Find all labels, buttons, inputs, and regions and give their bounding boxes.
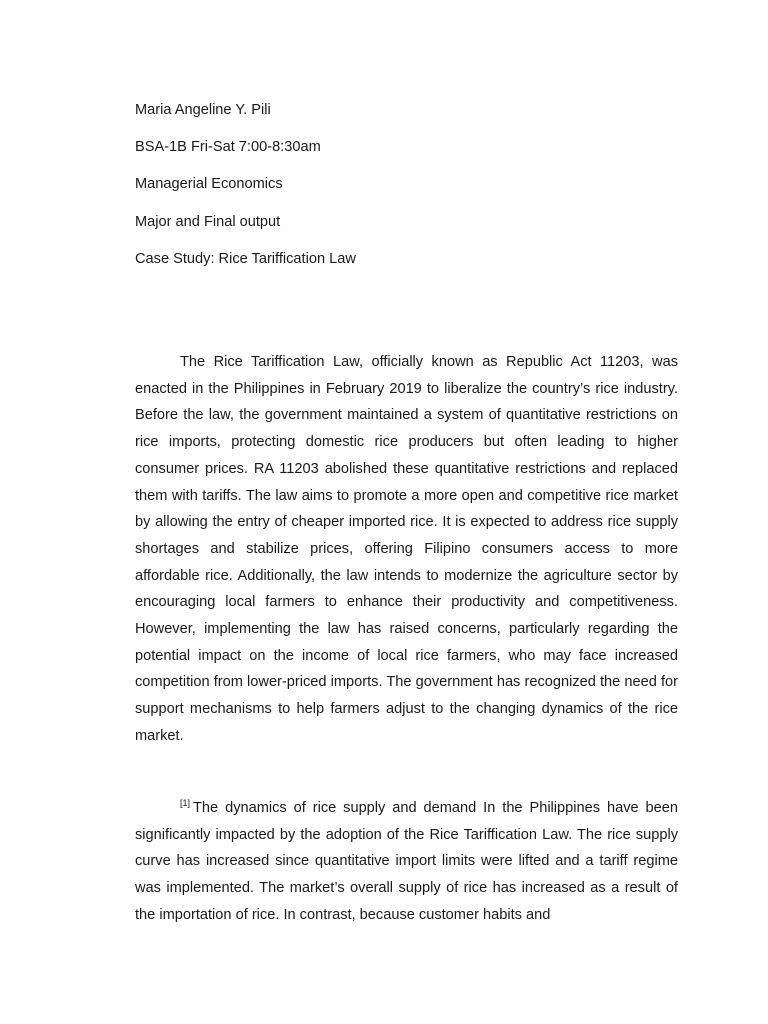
assignment-type: Major and Final output [135, 213, 281, 230]
paragraph-1-text: The Rice Tariffication Law, officially known as Republic Act 11203, was enacted in the Philippines in February 2019 to liberalize the country’s rice industry. Before the law, the government maintained a system of quantitative restrictions on rice imports, protecting domestic rice producers but often leading to higher consumer prices. RA 11203 abolished these quantitative restrictions and replaced them with tariffs. The law aims to promote a more open and competitive rice market by allowing the entry of cheaper imported rice. It is expected to address rice supply shortages and stabilize prices, offering Filipino consumers access to more affordable rice. Additionally, the law intends to modernize the agriculture sector by encouraging local farmers to enhance their productivity and competitiveness. However, implementing the law has raised concerns, particularly regarding the potential impact on the income of local rice farmers, who may face increased competition from lower-priced imports. The government has recognized the need for support mechanisms to help farmers adjust to the changing dynamics of the rice market. [135, 354, 678, 744]
course-name: Managerial Economics [135, 176, 283, 193]
footnote-reference[interactable]: [1] [180, 798, 191, 809]
body-paragraph-1 [135, 349, 678, 750]
class-schedule: BSA-1B Fri-Sat 7:00-8:30am [135, 139, 321, 156]
author-name: Maria Angeline Y. Pili [135, 102, 271, 118]
document-header [135, 92, 695, 278]
paragraph-2-text: The dynamics of rice supply and demand In the Philippines have been significantly impacted by the adoption of the Rice Tariffication Law. The rice supply curve has increased since quantitative import limits were lifted and a tariff regime was implemented. The market’s overall supply of rice has increased as a result of the importation of rice. In contrast, because customer habits and [135, 800, 678, 923]
body-paragraph-2 [135, 795, 678, 929]
document-title: Case Study: Rice Tariffication Law [135, 250, 356, 267]
